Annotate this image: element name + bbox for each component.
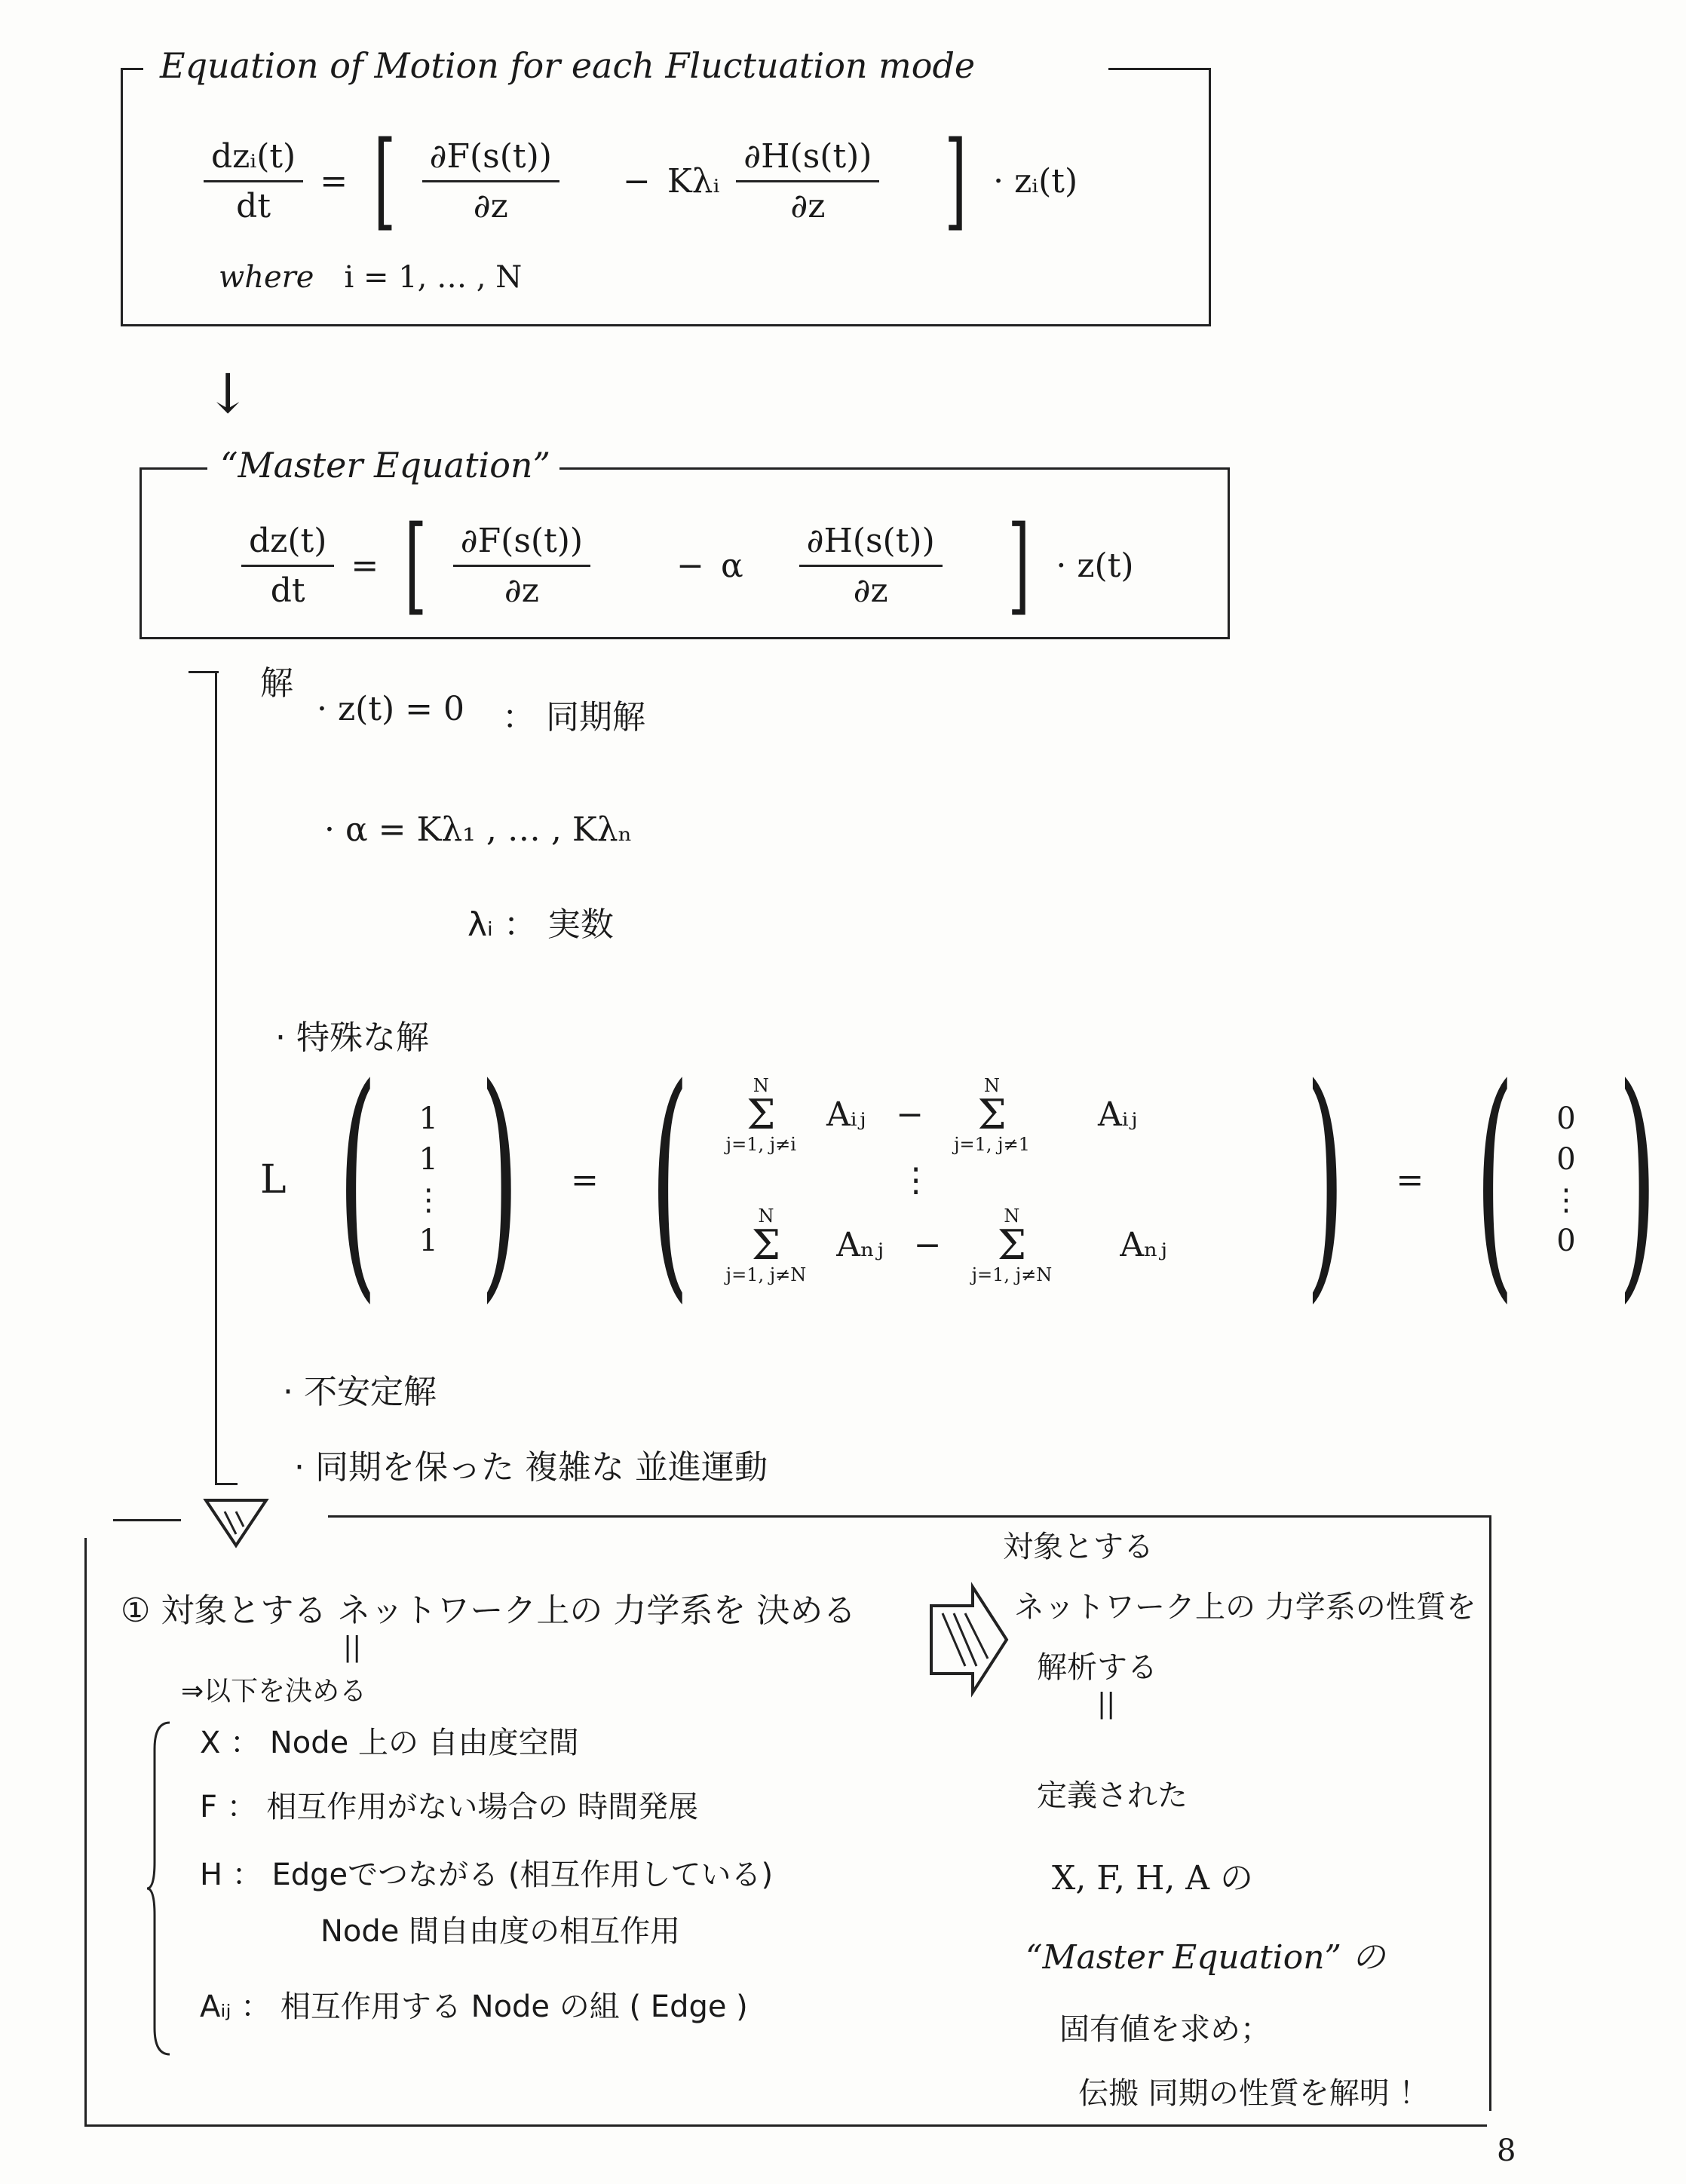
solutions-brace-bottom	[215, 1483, 238, 1485]
special-solution-heading: · 特殊な解	[275, 1018, 429, 1057]
master-f-partial: $\frac{\partial F(s(t))}{\partial z}$	[453, 522, 590, 610]
sum-row-1: N Σ j=1, j≠i Aᵢⱼ − N Σ j=1, j≠1 Aᵢⱼ	[725, 1074, 1138, 1155]
right-master-eq: “Master Equation” の	[1025, 1938, 1386, 1977]
box1-title: Equation of Motion for each Fluctuation mode	[151, 45, 984, 86]
f-partial: $\frac{\partial F(s(t))}{\partial z}$	[422, 137, 559, 225]
box2-top-left-rule	[139, 467, 207, 470]
unstable-solution-heading: · 不安定解	[283, 1373, 437, 1411]
right-eigenvalues: 固有値を求め；	[1059, 2012, 1271, 2047]
step-equiv: ||	[343, 1632, 362, 1663]
solution-alpha: · α = Kλ₁ , … , Kλₙ	[324, 810, 633, 849]
box1-top-right-rule	[1108, 68, 1209, 70]
solutions-brace-top	[189, 671, 219, 673]
sum-left-paren: (	[650, 1035, 690, 1325]
where-clause: where i = 1, … , N	[219, 260, 523, 295]
solutions-heading: 解	[260, 664, 293, 703]
zeros-vector: 0 0 ⋮ 0	[1551, 1101, 1582, 1258]
bottom-box-top-left	[113, 1519, 181, 1521]
right-propagation: 伝搬 同期の性質を解明 ！	[1078, 2076, 1430, 2111]
lambda-real-note: λᵢ ： 実数	[467, 905, 614, 944]
solution-sync: · z(t) = 0 ： 同期解	[317, 690, 646, 737]
master-lhs: $\frac{dz(t)}{dt}$	[241, 522, 334, 610]
h-partial: $\frac{\partial H(s(t))}{\partial z}$	[736, 137, 879, 225]
big-right-arrow-icon	[927, 1583, 1010, 1699]
sum-row-n: N Σ j=1, j≠N Aₙⱼ − N Σ j=1, j≠N Aₙⱼ	[725, 1205, 1167, 1285]
zeros-left-paren: (	[1475, 1035, 1515, 1325]
down-arrow: ↓	[205, 362, 251, 425]
right-analyze: 解析する	[1037, 1650, 1157, 1685]
master-equation: $\frac{dz(t)}{dt}$ = [ $\frac{\partial F(s(t))}{\partial z}$ − α $\frac{\partial H(s(t))}{\partial z}$ ] · z(t)	[241, 513, 1134, 618]
box1-top-left-rule	[121, 68, 143, 70]
define-following: ⇒以下を決める	[181, 1676, 367, 1707]
item-h: H ： Edgeでつながる (相互作用している)	[200, 1858, 774, 1892]
page-number: 8	[1497, 2133, 1516, 2168]
master-right-bracket: ]	[1007, 504, 1031, 626]
ones-left-paren: (	[338, 1035, 377, 1325]
ones-vector: 1 1 ⋮ 1	[413, 1101, 444, 1258]
bottom-box-top-right	[328, 1515, 1489, 1518]
box2-title: “Master Equation”	[211, 445, 559, 486]
bottom-box-bottom	[84, 2124, 1487, 2127]
item-a: Aᵢⱼ ： 相互作用する Node の組 ( Edge )	[200, 1989, 748, 2024]
item-f: F ： 相互作用がない場合の 時間発展	[200, 1790, 699, 1824]
right-target: 対象とする	[1003, 1530, 1154, 1564]
laplacian-matrix-equation: L ( 1 1 ⋮ 1 ) = ( N Σ j=1, j≠i Aᵢⱼ − N Σ j=1, j≠1 Aᵢⱼ ⋮ N Σ j=1, j≠N Aₙⱼ − N Σ j=1, j≠N Aₙⱼ ) = ( 0 0 ⋮ 0 )	[260, 1035, 1657, 1325]
item-x: X ： Node 上の 自由度空間	[200, 1726, 579, 1760]
left-bracket: [	[373, 119, 397, 242]
zeros-right-paren: )	[1617, 1035, 1657, 1325]
box2-top-right-rule	[547, 467, 1228, 470]
lhs-derivative: $\frac{\text{dzᵢ(t)}}{dt}$	[204, 137, 303, 225]
double-down-arrow-icon	[202, 1496, 270, 1552]
equation-of-motion: $\frac{\text{dzᵢ(t)}}{dt}$ = [ $\frac{\partial F(s(t))}{\partial z}$ − Kλᵢ $\frac{\partial H(s(t))}{\partial z}$ ] · zᵢ(t)	[204, 128, 1078, 234]
bottom-box-left	[84, 1538, 87, 2126]
unstable-solution-desc: · 同期を保った 複雑な 並進運動	[294, 1448, 768, 1487]
sum-right-paren: )	[1305, 1035, 1344, 1325]
bottom-box-right	[1489, 1515, 1491, 2111]
right-equiv: ||	[1097, 1689, 1116, 1720]
step-one: ① 対象とする ネットワーク上の 力学系を 決める	[121, 1591, 857, 1630]
item-h-cont: Node 間自由度の相互作用	[320, 1914, 681, 1949]
right-bracket: ]	[944, 119, 967, 242]
ones-right-paren: )	[480, 1035, 520, 1325]
right-network-props: ネットワーク上の 力学系の性質を	[1014, 1590, 1476, 1625]
right-defined: 定義された	[1037, 1778, 1188, 1813]
items-brace-icon	[143, 1719, 173, 2061]
sum-rows: N Σ j=1, j≠i Aᵢⱼ − N Σ j=1, j≠1 Aᵢⱼ ⋮ N Σ j=1, j≠N Aₙⱼ − N Σ j=1, j≠N Aₙⱼ	[726, 1077, 1269, 1284]
right-xfha: X, F, H, A の	[1052, 1859, 1254, 1898]
solutions-brace-vertical	[215, 671, 217, 1485]
master-h-partial: $\frac{\partial H(s(t))}{\partial z}$	[799, 522, 943, 610]
master-left-bracket: [	[404, 504, 428, 626]
